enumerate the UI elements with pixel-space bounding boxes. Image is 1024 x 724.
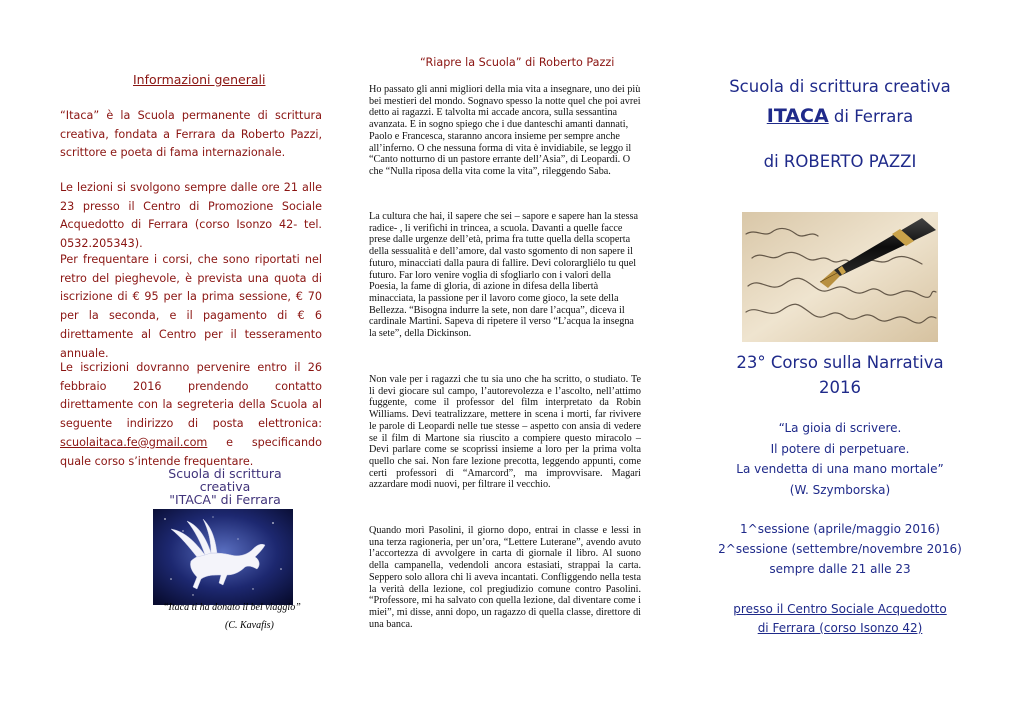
email-link[interactable]: scuolaitaca.fe@gmail.com — [60, 435, 208, 449]
szymborska-quote — [715, 418, 965, 500]
session-hours: sempre dalle 21 alle 23 — [769, 562, 911, 576]
fountain-pen-image — [742, 212, 938, 342]
logo-text-line2: creativa — [199, 479, 251, 494]
article-paragraph-3: Non vale per i ragazzi che tu sia uno che ha scritto, o studiato. Te li devi giocare sul campo, l’autorevolezza e l’ascolto, nell’attimo fuggente, come il professor del film interpretato da Robin Williams. Devi teatralizzare, mettere in scena i morti, far rivivere le parole di Leopardi nelle tue stesse – aspetto con ansia di vedere se il film di Martone sia riuscito a compiere questo miracolo – Devi parlare come se scoprissi insieme a loro per la prima volta quello che sai. Non fare lezione precotta, leggendo appunti, come certi professori di “Amarcord”, ma improvvisare. Magari azzardare modi nuovi, per filtrare il vecchio. — [369, 374, 641, 491]
article-paragraph-2: La cultura che hai, il sapere che sei – sapore e sapere han la stessa radice- , li verifichi in trincea, a scuola. Davanti a quelle facce prese dalle urgenze dell’età, prima fra tutte quella della scoperta della sessualità e dell’amore, dal vasto sgomento di non sapere il futuro, minacciati dalla paura di fallire. Devi colorargliélo tu quel futuro. Far loro venire voglia di sfogliarlo con i valori della Poesia, la fame di gloria, di azione in difesa della libertà minacciata, la passione per il lavoro come gioco, la sete della Bellezza. “Bisogna indurre la sete, non dare l’acqua”, diceva il cardinale Martini. Sapeva di ripetere il verso “L’acqua la insegna la sete”, della Dickinson. — [369, 211, 638, 340]
article-paragraph-1: Ho passato gli anni migliori della mia vita a insegnare, uno dei più bei mestieri del mondo. Sognavo spesso la notte quel che poi avrei detto ai ragazzi. E talvolta mi accade ancora, sulla sessantina avanzata. E in sogno spiego che i due danteschi amanti dannati, Paolo e Francesca, staranno ancora insieme per sempre anche all’inferno. O che nessuna forma di vita è invidiabile, se leggo il “Canto notturno di un pastore errante dell’Asia”, di Leopardi. O che “Nulla riposa della vita come la vita”, rileggendo Saba. — [369, 84, 641, 177]
itaca-title: ITACA — [766, 105, 829, 127]
logo-text-line1: Scuola di scrittura — [168, 466, 282, 481]
enrollment-text-end: e specificando quale corso s’intende frequentare. — [60, 435, 322, 468]
quote-author: (W. Szymborska) — [789, 482, 891, 497]
fees-info: Per frequentare i corsi, che sono riportati nel retro del pieghevole, è prevista una quota di iscrizione di € 95 per la prima sessione, € 70 per la seconda, e il pagamento di € 6 direttamente al Centro per il tesseramento annuale. — [60, 253, 322, 360]
kavafis-quote: “Itaca ti ha donato il bel viaggio” — [163, 602, 301, 613]
pegasus-logo-image — [153, 509, 293, 605]
course-title — [715, 350, 965, 400]
article-title: “Riapre la Scuola” di Roberto Pazzi — [420, 56, 615, 69]
article-paragraph-4: Quando morì Pasolini, il giorno dopo, entrai in classe e lessi in una terza ragioneria, per un’ora, “Lettere Luterane”, avendo avuto l’accortezza di avvolgere in carta di giornale il libro. Al suono della campanella, vedendoli ancora estasiati, strappai la carta. Seppero solo allora chi li aveva incantati. Confliggendo nella testa la verità della lezione, col pregiudizio comune contro Pasolini. “Professore, mi ha salvato con quella lezione, dal diventare come i miei”, mi disse, anni dopo, un ragazzo di quella classe, direttore di una banca. — [369, 525, 641, 630]
quote-line1: “La gioia di scrivere. — [778, 421, 902, 435]
author-name: di ROBERTO PAZZI — [763, 152, 917, 171]
sessions-info — [715, 519, 965, 579]
lesson-schedule-info: Le lezioni si svolgono sempre dalle ore 21 alle 23 presso il Centro di Promozione Sociale Acquedotto di Ferrara (corso Isonzo 42- tel. 0532.205343). — [60, 181, 322, 251]
itaca-title-line — [715, 105, 965, 127]
enrollment-info — [60, 359, 322, 471]
itaca-description: “Itaca” è la Scuola permanente di scrittura creativa, fondata a Ferrara da Roberto Pazzi, scrittore e poeta di fama internazionale. — [60, 109, 322, 160]
enrollment-text: Le iscrizioni dovranno pervenire entro il 26 febbraio 2016 prendendo contatto direttamente con la segreteria della Scuola al seguente indirizzo di posta elettronica: — [60, 361, 322, 431]
school-name: Scuola di scrittura creativa — [729, 77, 951, 96]
itaca-suffix: di Ferrara — [828, 107, 914, 126]
quote-line2: Il potere di perpetuare. — [770, 441, 910, 456]
school-logo — [126, 466, 324, 602]
venue-line2: di Ferrara (corso Isonzo 42) — [757, 621, 923, 635]
kavafis-author: (C. Kavafis) — [225, 620, 274, 631]
venue-line1: presso il Centro Sociale Acquedotto — [733, 602, 947, 616]
course-title-line1: 23° Corso sulla Narrativa — [736, 353, 944, 372]
course-year: 2016 — [819, 378, 861, 397]
session-1: 1^sessione (aprile/maggio 2016) — [740, 522, 940, 536]
session-2: 2^sessione (settembre/novembre 2016) — [718, 542, 962, 556]
venue-info — [715, 600, 965, 638]
logo-text-line3: "ITACA" di Ferrara — [169, 492, 281, 507]
quote-line3: La vendetta di una mano mortale” — [736, 462, 944, 476]
general-info-heading: Informazioni generali — [133, 72, 266, 87]
